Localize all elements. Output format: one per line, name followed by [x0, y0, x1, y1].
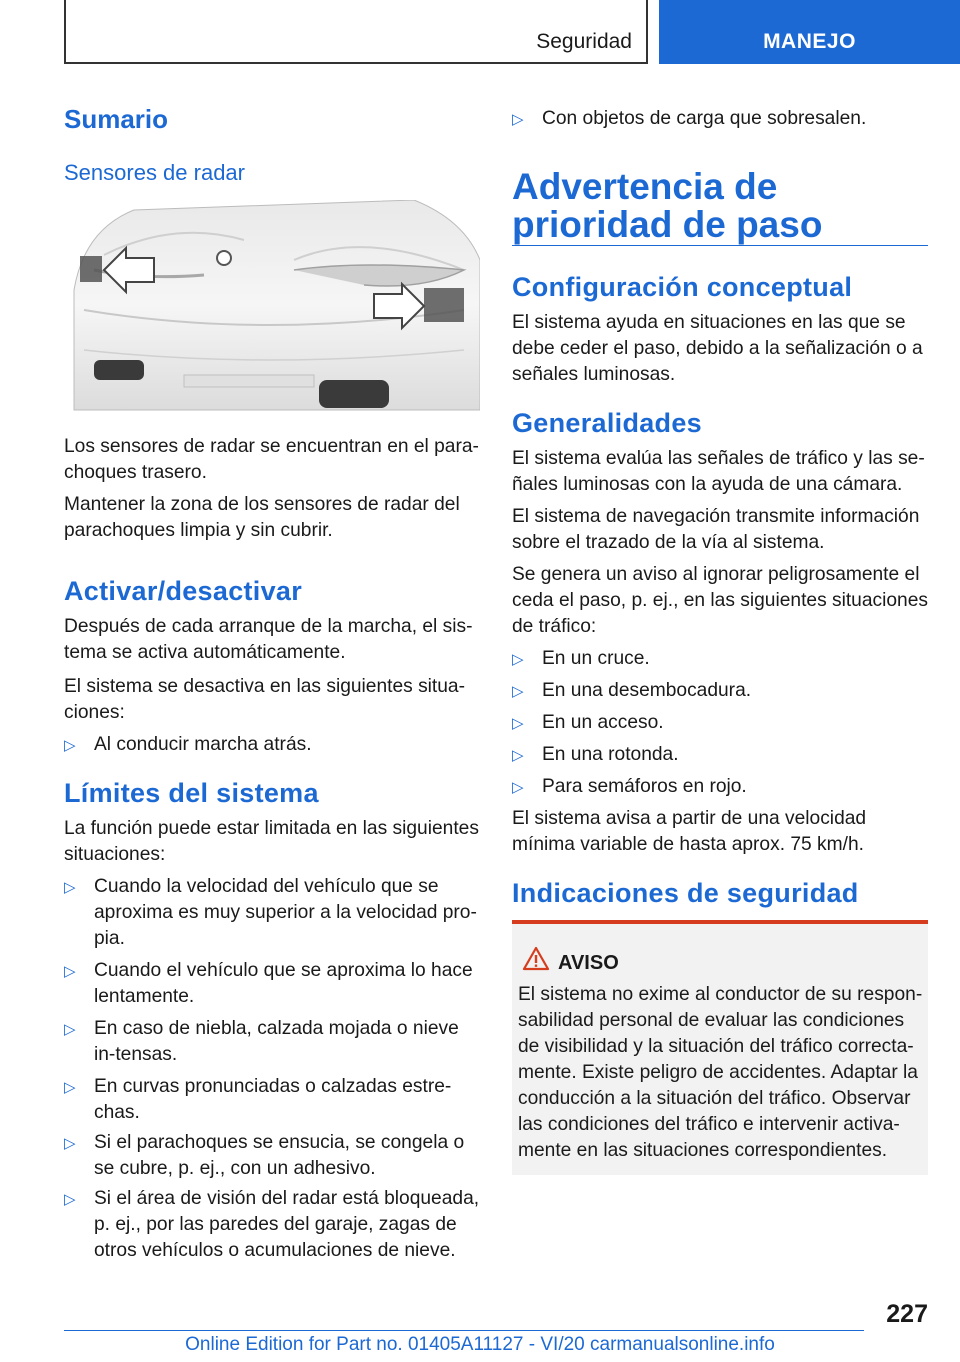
heading-activar: Activar/desactivar: [64, 576, 303, 606]
list-item: ▷ Cuando el vehículo que se aproxima lo hace lentamente.: [64, 960, 473, 1007]
list-item: ▷ Cuando la velocidad del vehículo que se aproxima es muy superior a la velocidad pro-pia.: [64, 876, 477, 949]
heading-advertencia: Advertencia de prioridad de paso: [512, 166, 823, 245]
section-divider: [512, 245, 928, 246]
para-sensores-2: Mantener la zona de los sensores de radar del parachoques limpia y sin cubrir.: [64, 494, 460, 541]
footer-watermark: Online Edition for Part no. 01405A11127 - VI/20 carmanualsonline.info: [185, 1334, 775, 1355]
heading-config: Configuración conceptual: [512, 272, 853, 302]
para-general-1: El sistema evalúa las señales de tráfico y las se-ñales luminosas con la ayuda de una cámara.: [512, 448, 925, 495]
bullet-triangle-icon: ▷: [512, 715, 524, 732]
heading-sumario: Sumario: [64, 104, 169, 134]
bullet-triangle-icon: ▷: [64, 1079, 76, 1096]
bullet-triangle-icon: ▷: [512, 111, 524, 128]
para-general-3: Se genera un aviso al ignorar peligrosamente el ceda el paso, p. ej., en las siguientes situaciones de tráfico:: [512, 564, 928, 637]
bullet-triangle-icon: ▷: [512, 779, 524, 796]
list-item: ▷ En un cruce.: [512, 646, 928, 672]
para-sensores-1: Los sensores de radar se encuentran en el para-choques trasero.: [64, 436, 479, 483]
bullet-triangle-icon: ▷: [64, 1135, 76, 1152]
list-item: ▷ Si el parachoques se ensucia, se congela o se cubre, p. ej., con un adhesivo.: [64, 1132, 465, 1179]
bullet-triangle-icon: ▷: [512, 683, 524, 700]
header-chapter-box: [659, 0, 960, 64]
bullet-triangle-icon: ▷: [64, 1191, 76, 1208]
warning-title: AVISO: [558, 952, 619, 974]
list-item: ▷ Para semáforos en rojo.: [512, 774, 928, 800]
page-number: 227: [886, 1300, 928, 1328]
radar-sensor-car-illustration: [64, 200, 480, 420]
para-config: El sistema ayuda en situaciones en las que se debe ceder el paso, debido a la señalización o a señales luminosas.: [512, 312, 923, 385]
para-limites: La función puede estar limitada en las siguientes situaciones:: [64, 818, 479, 865]
bullet-triangle-icon: ▷: [512, 747, 524, 764]
list-item: ▷ En curvas pronunciadas o calzadas estre-chas.: [64, 1076, 452, 1123]
list-item: ▷ En caso de niebla, calzada mojada o nieve in-tensas.: [64, 1018, 459, 1065]
list-item: ▷ En una rotonda.: [512, 742, 928, 768]
bullet-triangle-icon: ▷: [512, 651, 524, 668]
heading-limites: Límites del sistema: [64, 778, 319, 808]
list-item: ▷ Al conducir marcha atrás.: [64, 732, 480, 758]
bullet-triangle-icon: ▷: [64, 1021, 76, 1038]
list-item: ▷ En una desembocadura.: [512, 678, 928, 704]
para-general-4: El sistema avisa a partir de una velocidad mínima variable de hasta aprox. 75 km/h.: [512, 808, 867, 855]
list-item: ▷ Si el área de visión del radar está bloqueada, p. ej., por las paredes del garaje, zagas de otros vehículos o acumulaciones de nieve.: [64, 1188, 480, 1261]
para-activar-1: Después de cada arranque de la marcha, el sis-tema se activa automáticamente.: [64, 616, 473, 663]
list-item: ▷ En un acceso.: [512, 710, 928, 736]
heading-generalidades: Generalidades: [512, 408, 702, 438]
warning-triangle-icon: [522, 946, 550, 972]
header-section-label: Seguridad: [536, 30, 632, 53]
para-general-2: El sistema de navegación transmite información sobre el trazado de la vía al sistema.: [512, 506, 920, 553]
bullet-triangle-icon: ▷: [64, 963, 76, 980]
para-activar-2: El sistema se desactiva en las siguientes situa-ciones:: [64, 676, 465, 723]
list-item: ▷ Con objetos de carga que sobresalen.: [512, 106, 928, 132]
footer-edition: [0, 1334, 960, 1356]
bullet-triangle-icon: ▷: [64, 879, 76, 896]
warning-text: El sistema no exime al conductor de su respon-sabilidad personal de evaluar las condiciones de visibilidad y la situación del tráfico correcta-mente. Existe peligro de accidentes. Adaptar la conducción a la situación del tráfico. Observar las condiciones del tráfico e intervenir activa-mente en las situaciones correspondientes.: [518, 984, 923, 1161]
footer-divider: [64, 1330, 864, 1331]
header-chapter-label: MANEJO: [763, 30, 856, 53]
heading-sensores: Sensores de radar: [64, 160, 245, 185]
bullet-triangle-icon: ▷: [64, 737, 76, 754]
warning-box: [512, 920, 928, 1175]
heading-seguridad: Indicaciones de seguridad: [512, 878, 859, 908]
header-section-box: [64, 0, 648, 64]
